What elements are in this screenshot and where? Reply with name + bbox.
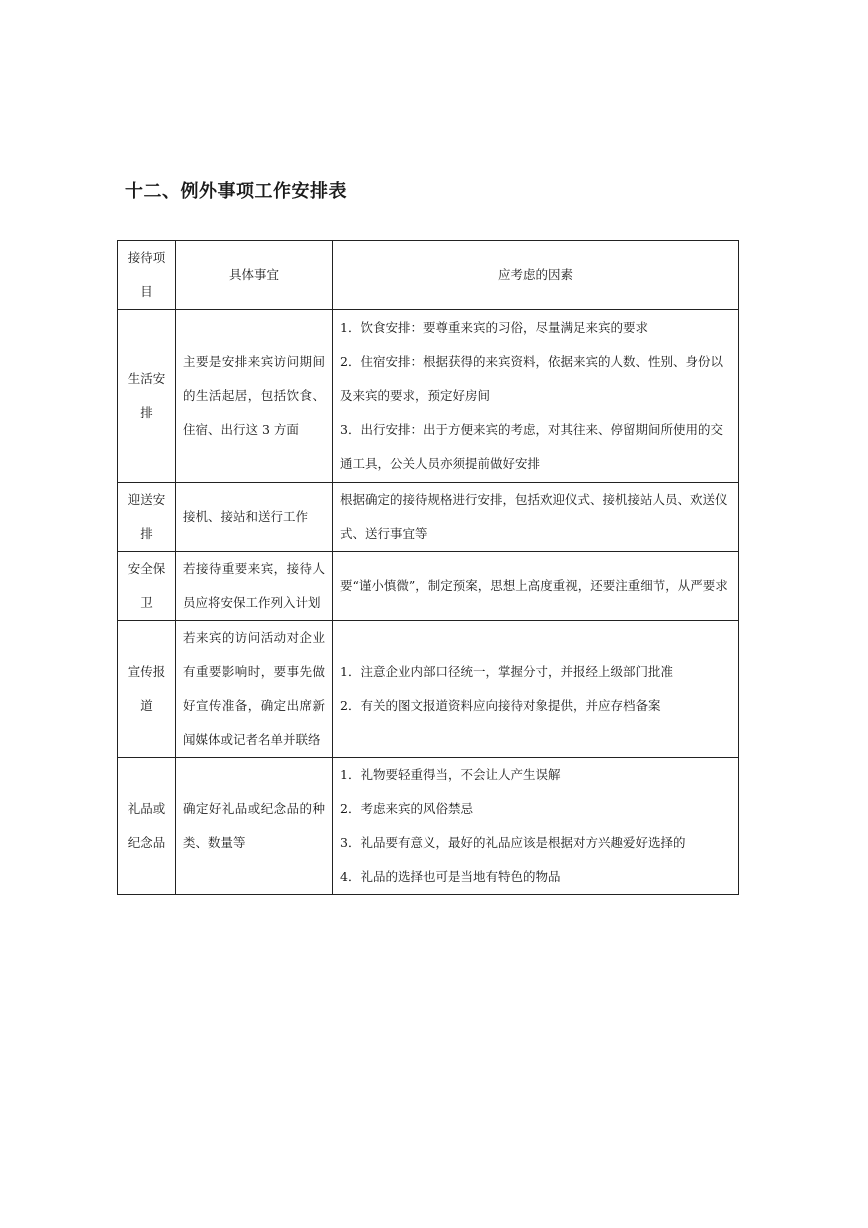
factor-line: 2．考虑来宾的风俗禁忌 xyxy=(340,801,473,816)
table-header-row xyxy=(118,241,739,310)
table-row xyxy=(118,552,739,621)
factor-line: 3．出行安排：出于方便来宾的考虑，对其往来、停留期间所使用的交通工具，公关人员亦须提前做好安排 xyxy=(340,422,723,471)
factor-line: 要“谨小慎微”，制定预案，思想上高度重视，还要注重细节，从严要求 xyxy=(340,578,728,593)
factor-line: 4．礼品的选择也可是当地有特色的物品 xyxy=(340,869,561,884)
factor-line: 2．住宿安排：根据获得的来宾资料，依据来宾的人数、性别、身份以及来宾的要求，预定好房间 xyxy=(340,354,723,403)
factor-line: 根据确定的接待规格进行安排，包括欢迎仪式、接机接站人员、欢送仪式、送行事宜等 xyxy=(340,492,728,541)
factor-line: 1．饮食安排：要尊重来宾的习俗，尽量满足来宾的要求 xyxy=(340,320,648,335)
row-item-cell: 宣传报道 xyxy=(118,621,176,758)
row-detail-cell: 主要是安排来宾访问期间的生活起居，包括饮食、住宿、出行这 3 方面 xyxy=(176,310,333,483)
row-item-cell: 迎送安排 xyxy=(118,483,176,552)
factor-line: 1．注意企业内部口径统一，掌握分寸，并报经上级部门批准 xyxy=(340,664,673,679)
header-factors: 应考虑的因素 xyxy=(333,241,739,310)
row-item-cell: 安全保卫 xyxy=(118,552,176,621)
factor-line: 3．礼品要有意义，最好的礼品应该是根据对方兴趣爱好选择的 xyxy=(340,835,686,850)
table-row xyxy=(118,758,739,895)
row-factors-cell xyxy=(333,310,739,483)
factor-line: 1．礼物要轻重得当，不会让人产生误解 xyxy=(340,767,561,782)
row-detail-cell: 接机、接站和送行工作 xyxy=(176,483,333,552)
row-factors-cell xyxy=(333,758,739,895)
table-row xyxy=(118,310,739,483)
factor-line: 2．有关的图文报道资料应向接待对象提供，并应存档备案 xyxy=(340,698,661,713)
row-item-cell: 礼品或纪念品 xyxy=(118,758,176,895)
table-row xyxy=(118,621,739,758)
row-item-cell: 生活安排 xyxy=(118,310,176,483)
header-detail: 具体事宜 xyxy=(176,241,333,310)
arrangement-table xyxy=(117,240,739,895)
row-factors-cell xyxy=(333,483,739,552)
header-item: 接待项目 xyxy=(118,241,176,310)
page-title: 十二、例外事项工作安排表 xyxy=(125,181,347,202)
row-detail-cell: 若接待重要来宾，接待人员应将安保工作列入计划 xyxy=(176,552,333,621)
row-detail-cell: 若来宾的访问活动对企业有重要影响时，要事先做好宣传准备，确定出席新闻媒体或记者名单并联络 xyxy=(176,621,333,758)
row-factors-cell xyxy=(333,621,739,758)
row-detail-cell: 确定好礼品或纪念品的种类、数量等 xyxy=(176,758,333,895)
row-factors-cell xyxy=(333,552,739,621)
table-row xyxy=(118,483,739,552)
